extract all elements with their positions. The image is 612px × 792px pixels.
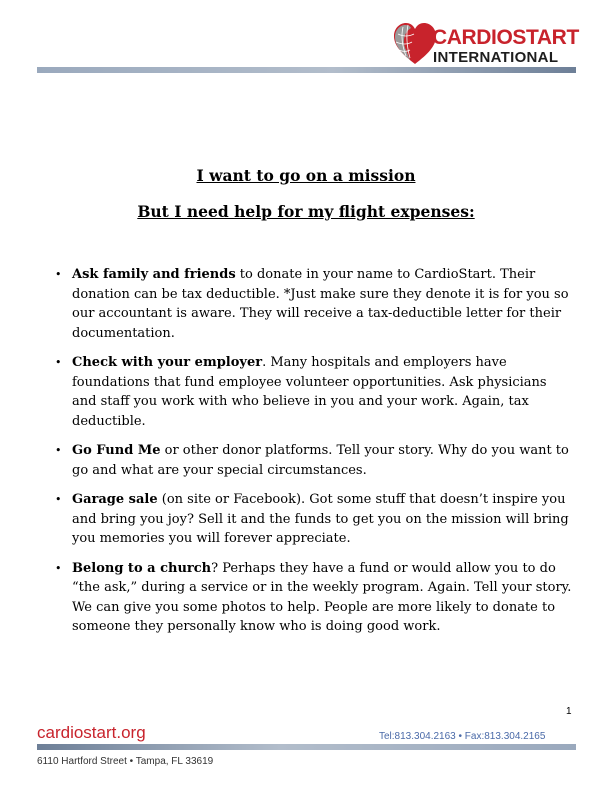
website-link[interactable]: cardiostart.org [37,723,146,742]
list-item [52,353,572,431]
item-text: or other donor platforms. Tell your story. Why do you want to go and what are your special circumstances. [72,443,569,478]
tips-list [52,265,572,647]
bullet-icon: • [55,561,62,575]
bullet-icon: • [55,444,62,457]
page-number: 1 [566,706,572,717]
list-item [52,265,572,343]
item-heading: Ask family and friends [72,267,236,282]
header-divider [37,67,576,73]
bullet-icon: • [55,493,62,506]
item-heading: Check with your employer [72,355,263,370]
item-text: . Many hospitals and employers have foundations that fund employee volunteer opportunities. Ask physicians and staff you work with who believe in you and your work. Again, tax deductible. [72,355,547,429]
page-subtitle: But I need help for my flight expenses: [137,202,475,221]
brand-name: CARDIOSTART [432,26,579,49]
footer-divider [37,744,576,750]
bullet-icon: • [55,268,62,281]
item-heading: Go Fund Me [72,443,161,458]
list-item [52,490,572,549]
address: 6110 Hartford Street • Tampa, FL 33619 [37,756,214,767]
brand-sub: INTERNATIONAL [433,49,559,66]
contact-info: Tel:813.304.2163 • Fax:813.304.2165 [379,731,546,742]
list-item [52,441,572,480]
item-heading: Belong to a church [72,560,212,576]
page-title: I want to go on a mission [196,166,416,185]
bullet-icon: • [55,356,62,369]
item-heading: Garage sale [72,492,158,507]
cardiostart-logo [392,20,582,72]
list-item [52,559,572,637]
item-text: (on site or Facebook). Got some stuff that doesn’t inspire you and bring you joy? Sell it and the funds to get you on the mission will bring you memories you will forever appreciate. [72,492,569,546]
item-text: ? Perhaps they have a fund or would allow you to do “the ask,” during a service or in the weekly program. Again. Tell your story. We can give you some photos to help. People are more likely to donate to someone they personally know who is doing good work. [72,560,572,634]
item-text: to donate in your name to CardioStart. Their donation can be tax deductible. *Just make sure they denote it is for you so our accountant is aware. They will receive a tax-deductible letter for their documentation. [72,267,569,341]
